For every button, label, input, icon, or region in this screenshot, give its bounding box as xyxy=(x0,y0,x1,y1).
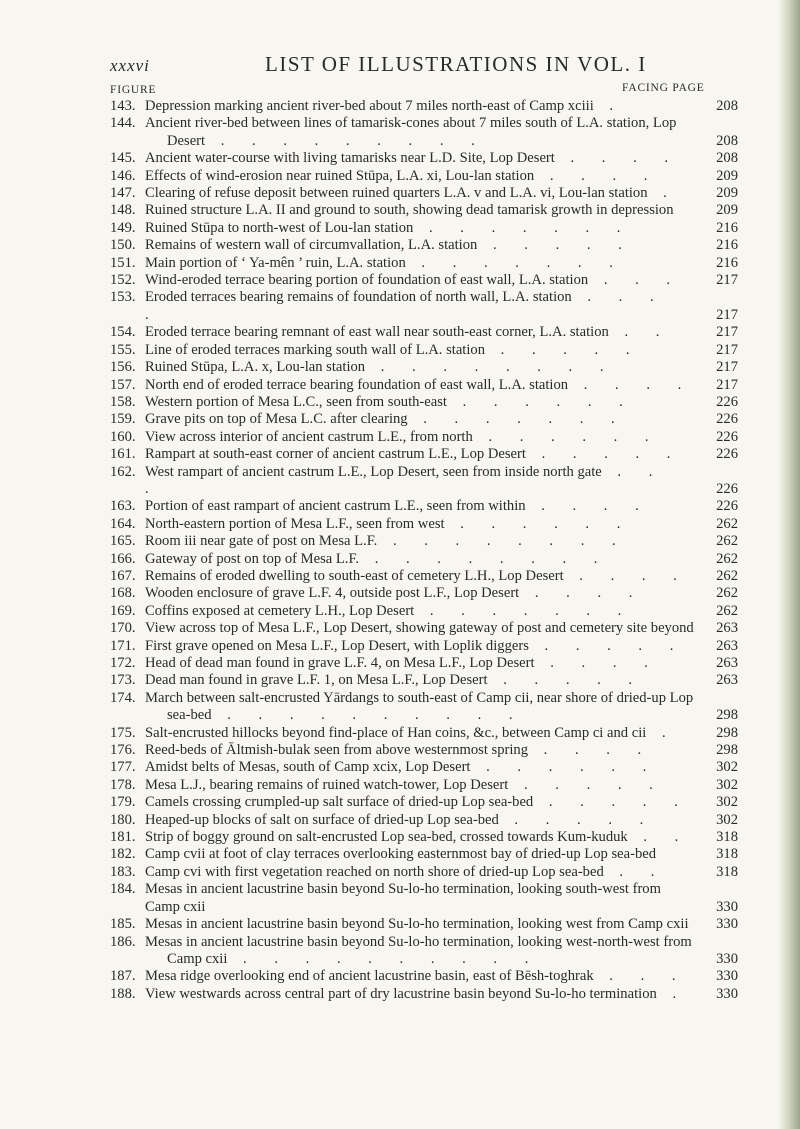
figure-caption: Wooden enclosure of grave L.F. 4, outside post L.F., Lop Desert . . . . xyxy=(145,585,645,602)
facing-page-number: 217 xyxy=(716,376,738,393)
list-entry xyxy=(110,516,738,533)
figure-caption: First grave opened on Mesa L.F., Lop Desert, with Loplik diggers . . . . . xyxy=(145,637,686,654)
leader-dots: . . . . xyxy=(145,289,666,323)
facing-page-number: 262 xyxy=(716,567,738,584)
figure-caption: Portion of east rampart of ancient castrum L.E., seen from within . . . . xyxy=(145,498,651,515)
figure-caption: Ruined structure L.A. II and ground to south, showing dead tamarisk growth in depression xyxy=(145,202,674,219)
figure-number: 147. xyxy=(110,185,136,202)
figure-caption: Head of dead man found in grave L.F. 4, on Mesa L.F., Lop Desert . . . . xyxy=(145,655,660,671)
list-entry xyxy=(110,620,738,637)
figure-number: 158. xyxy=(110,393,136,410)
figure-number: 184. xyxy=(110,881,136,898)
leader-dots: . . . . xyxy=(528,742,654,759)
list-entry xyxy=(110,794,738,811)
caption-continuation: Camp cxii xyxy=(167,950,228,967)
figure-caption: Heaped-up blocks of salt on surface of dried-up Lop sea-bed . . . . . xyxy=(145,811,656,828)
leader-dots: . . . . . xyxy=(498,811,656,828)
figure-number: 156. xyxy=(110,359,136,376)
leader-dots: . . . . xyxy=(563,567,689,584)
facing-page-number: 217 xyxy=(716,324,738,341)
facing-page-number: 208 xyxy=(716,98,738,114)
figure-caption: Eroded terraces bearing remains of foundation of north wall, L.A. station . . . . xyxy=(145,289,666,323)
page-number: xxxvi xyxy=(110,56,150,75)
list-entry xyxy=(110,603,738,620)
figure-number: 174. xyxy=(110,689,136,706)
list-entry xyxy=(110,255,738,272)
figure-caption: Mesa ridge overlooking end of ancient lacustrine basin, east of Bēsh-toghrak . . . xyxy=(145,968,688,985)
figure-caption: Ruined Stūpa to north-west of Lou-lan station . . . . . . . xyxy=(145,219,633,236)
facing-page-number: 298 xyxy=(716,724,738,741)
facing-page-number: 302 xyxy=(716,794,738,811)
facing-page-number: 217 xyxy=(716,272,738,289)
figure-number: 155. xyxy=(110,341,136,358)
leader-dots: . . . xyxy=(588,272,683,289)
facing-page-number: 209 xyxy=(716,202,738,219)
figure-caption: Western portion of Mesa L.C., seen from south-east . . . . . . xyxy=(145,393,635,410)
list-entry xyxy=(110,655,738,672)
leader-dots: . . . . . xyxy=(533,794,690,811)
facing-page-number: 262 xyxy=(716,533,738,550)
figure-number: 149. xyxy=(110,219,136,236)
figure-caption: Mesas in ancient lacustrine basin beyond Su-lo-ho termination, looking west from Camp cxii xyxy=(145,916,689,933)
facing-page-number: 226 xyxy=(716,480,738,497)
facing-page-number: 217 xyxy=(716,341,738,358)
facing-page-number: 226 xyxy=(716,446,738,463)
facing-page-number: 226 xyxy=(716,428,738,445)
facing-page-number: 263 xyxy=(716,637,738,654)
figure-number: 180. xyxy=(110,811,136,828)
facing-page-number: 208 xyxy=(716,150,738,167)
figure-caption: Mesas in ancient lacustrine basin beyond Su-lo-ho termination, looking west-north-west from Camp cxii . . . . . . . . . . xyxy=(145,933,692,967)
list-entry xyxy=(110,464,738,499)
facing-page-number: 330 xyxy=(716,898,738,915)
facing-page-number: 302 xyxy=(716,759,738,776)
figure-number: 183. xyxy=(110,863,136,880)
figure-number: 168. xyxy=(110,585,136,602)
list-entry xyxy=(110,98,738,115)
facing-page-number: 263 xyxy=(716,672,738,689)
figure-caption: Coffins exposed at cemetery L.H., Lop Desert . . . . . . . xyxy=(145,602,634,619)
facing-page-number: 298 xyxy=(716,707,738,724)
figure-number: 153. xyxy=(110,289,136,306)
list-entry xyxy=(110,272,738,289)
list-entry xyxy=(110,377,738,394)
figure-caption: Grave pits on top of Mesa L.C. after clearing . . . . . . . xyxy=(145,411,627,428)
list-entry xyxy=(110,185,738,202)
leader-dots: . . xyxy=(608,324,672,341)
list-entry xyxy=(110,411,738,428)
facing-page-number: 318 xyxy=(716,829,738,846)
leader-dots: . xyxy=(656,985,689,1002)
figure-number: 151. xyxy=(110,254,136,271)
leader-dots: . . . . . . . xyxy=(405,254,625,271)
figure-caption: View across interior of ancient castrum L.E., from north . . . . . . xyxy=(145,428,661,445)
facing-page-column-header: FACING PAGE xyxy=(622,82,705,94)
leader-dots: . . . . xyxy=(534,167,660,184)
figure-caption: Ancient river-bed between lines of tamarisk-cones about 7 miles south of L.A. station, Lop Desert . . . . . . . . . xyxy=(145,115,677,149)
figure-number: 172. xyxy=(110,655,136,671)
leader-dots: . . . . . . xyxy=(446,393,635,410)
leader-dots: . . . . . . . . xyxy=(365,359,616,376)
leader-dots: . . . . xyxy=(554,150,681,167)
facing-page-number: 226 xyxy=(716,498,738,515)
leader-dots: . . . . . . . . . . xyxy=(211,707,525,724)
figure-caption: Eroded terrace bearing remnant of east wall near south-east corner, L.A. station . . xyxy=(145,324,672,341)
figure-number: 150. xyxy=(110,237,136,254)
list-entry xyxy=(110,150,738,167)
facing-page-number: 318 xyxy=(716,846,738,863)
list-entry xyxy=(110,202,738,219)
leader-dots: . . . . . . xyxy=(472,428,661,445)
figure-number: 148. xyxy=(110,202,136,219)
figure-caption: North-eastern portion of Mesa L.F., seen from west . . . . . . xyxy=(145,515,633,532)
facing-page-number: 302 xyxy=(716,811,738,828)
figure-number: 175. xyxy=(110,724,136,741)
caption-continuation: sea-bed xyxy=(167,707,212,724)
figure-number: 186. xyxy=(110,933,136,950)
leader-dots: . . . . xyxy=(525,498,651,515)
figure-caption: Camels crossing crumpled-up salt surface of dried-up Lop sea-bed . . . . . xyxy=(145,794,690,811)
leader-dots: . . . . . xyxy=(508,776,665,793)
facing-page-number: 208 xyxy=(716,132,738,149)
list-entry xyxy=(110,864,738,881)
figure-caption: Salt-encrusted hillocks beyond find-place of Han coins, &c., between Camp ci and cii . xyxy=(145,724,678,741)
page-title: LIST OF ILLUSTRATIONS IN VOL. I xyxy=(265,52,647,76)
leader-dots: . . . . . xyxy=(525,446,683,463)
figure-number: 181. xyxy=(110,829,136,846)
facing-page-number: 226 xyxy=(716,411,738,428)
figure-caption: Ancient water-course with living tamarisks near L.D. Site, Lop Desert . . . . xyxy=(145,150,681,167)
list-entry xyxy=(110,289,738,324)
figure-number: 170. xyxy=(110,620,136,637)
facing-page-number: 216 xyxy=(716,237,738,254)
figure-caption: Dead man found in grave L.F. 1, on Mesa L.F., Lop Desert . . . . . xyxy=(145,672,645,689)
facing-page-number: 209 xyxy=(716,185,738,202)
leader-dots: . . . xyxy=(145,463,665,497)
leader-dots: . . xyxy=(603,863,667,880)
figure-number: 145. xyxy=(110,150,136,167)
facing-page-number: 330 xyxy=(716,968,738,985)
list-entry xyxy=(110,115,738,150)
facing-page-number: 302 xyxy=(716,776,738,793)
facing-page-number: 216 xyxy=(716,219,738,236)
figure-caption: Rampart at south-east corner of ancient castrum L.E., Lop Desert . . . . . xyxy=(145,446,683,463)
figure-caption: West rampart of ancient castrum L.E., Lop Desert, seen from inside north gate . . . xyxy=(145,463,665,497)
list-entry xyxy=(110,916,738,933)
list-entry xyxy=(110,446,738,463)
leader-dots: . . . . . . xyxy=(470,759,659,776)
list-entry xyxy=(110,168,738,185)
leader-dots: . . . . . xyxy=(477,237,634,254)
leader-dots: . . . . . xyxy=(485,341,642,358)
leader-dots: . . . . xyxy=(519,585,645,602)
running-header xyxy=(0,52,800,82)
leader-dots: . . . . . . . xyxy=(414,602,634,619)
list-entry xyxy=(110,725,738,742)
figure-caption: Mesas in ancient lacustrine basin beyond Su-lo-ho termination, looking south-west from Camp cxii xyxy=(145,881,661,915)
facing-page-number: 262 xyxy=(716,602,738,619)
figure-caption: Camp cvii at foot of clay terraces overlooking easternmost bay of dried-up Lop sea-bed xyxy=(145,846,657,863)
facing-page-number: 226 xyxy=(716,393,738,410)
figure-caption: Depression marking ancient river-bed about 7 miles north-east of Camp xciii . xyxy=(145,98,626,114)
facing-page-number: 330 xyxy=(716,916,738,933)
leader-dots: . . . . xyxy=(568,376,694,393)
figure-caption: Clearing of refuse deposit between ruined quarters L.A. v and L.A. vi, Lou-lan station . xyxy=(145,185,679,202)
figure-number: 161. xyxy=(110,446,136,463)
figure-number: 178. xyxy=(110,776,136,793)
list-entry xyxy=(110,742,738,759)
figure-number: 171. xyxy=(110,637,136,654)
figure-caption: Main portion of ‘ Ya-mên ’ ruin, L.A. station . . . . . . . xyxy=(145,254,625,271)
list-entry xyxy=(110,429,738,446)
facing-page-number: 217 xyxy=(716,359,738,376)
list-entry xyxy=(110,324,738,341)
page-edge xyxy=(778,0,800,1129)
figure-caption: Amidst belts of Mesas, south of Camp xcix, Lop Desert . . . . . . xyxy=(145,759,659,776)
illustration-list xyxy=(110,98,738,1003)
figure-number: 176. xyxy=(110,742,136,759)
figure-number: 152. xyxy=(110,272,136,289)
facing-page-number: 262 xyxy=(716,550,738,567)
figure-number: 187. xyxy=(110,968,136,985)
leader-dots: . . . . . . . . . . xyxy=(227,950,541,967)
facing-page-number: 318 xyxy=(716,863,738,880)
leader-dots: . xyxy=(647,185,679,202)
figure-caption: Effects of wind-erosion near ruined Stūpa, L.A. xi, Lou-lan station . . . . xyxy=(145,167,660,184)
leader-dots: . . . . . . . xyxy=(407,411,627,428)
list-entry xyxy=(110,846,738,863)
facing-page-number: 262 xyxy=(716,585,738,602)
leader-dots: . . . . . . xyxy=(444,515,633,532)
figure-caption: View across top of Mesa L.F., Lop Desert, showing gateway of post and cemetery site beyond xyxy=(145,620,694,637)
facing-page-number: 298 xyxy=(716,742,738,759)
figure-caption: View westwards across central part of dry lacustrine basin beyond Su-lo-ho termination . xyxy=(145,985,689,1002)
list-entry xyxy=(110,777,738,794)
facing-page-number: 262 xyxy=(716,515,738,532)
list-entry xyxy=(110,672,738,689)
leader-dots: . . . . . . . . . xyxy=(205,132,487,149)
list-entry xyxy=(110,551,738,568)
figure-number: 179. xyxy=(110,794,136,811)
figure-number: 173. xyxy=(110,672,136,689)
facing-page-number: 217 xyxy=(716,306,738,323)
leader-dots: . . . xyxy=(593,968,688,985)
figure-caption: Room iii near gate of post on Mesa L.F. . . . . . . . . xyxy=(145,533,628,550)
list-entry xyxy=(110,568,738,585)
figure-number: 167. xyxy=(110,567,136,584)
facing-page-number: 209 xyxy=(716,167,738,184)
leader-dots: . . . . . xyxy=(487,672,645,689)
figure-number: 160. xyxy=(110,428,136,445)
list-entry xyxy=(110,829,738,846)
figure-number: 182. xyxy=(110,846,136,863)
figure-number: 185. xyxy=(110,916,136,933)
figure-caption: Strip of boggy ground on salt-encrusted Lop sea-bed, crossed towards Kum-kuduk . . xyxy=(145,829,691,846)
list-entry xyxy=(110,986,738,1003)
facing-page-number: 263 xyxy=(716,655,738,671)
figure-number: 154. xyxy=(110,324,136,341)
leader-dots: . xyxy=(646,724,678,741)
figure-number: 143. xyxy=(110,98,136,114)
figure-number: 164. xyxy=(110,515,136,532)
figure-number: 188. xyxy=(110,985,136,1002)
list-entry xyxy=(110,237,738,254)
figure-caption: Wind-eroded terrace bearing portion of foundation of east wall, L.A. station . . . xyxy=(145,272,683,289)
leader-dots: . . xyxy=(627,829,691,846)
facing-page-number: 263 xyxy=(716,620,738,637)
figure-number: 177. xyxy=(110,759,136,776)
figure-caption: Remains of western wall of circumvallation, L.A. station . . . . . xyxy=(145,237,634,254)
figure-caption: Camp cvi with first vegetation reached on north shore of dried-up Lop sea-bed . . xyxy=(145,863,667,880)
leader-dots: . . . . . . . . xyxy=(377,533,628,550)
list-entry xyxy=(110,394,738,411)
list-entry xyxy=(110,359,738,376)
leader-dots: . xyxy=(593,98,626,114)
figure-number: 162. xyxy=(110,463,136,480)
list-entry xyxy=(110,812,738,829)
list-entry xyxy=(110,342,738,359)
figure-caption: March between salt-encrusted Yārdangs to south-east of Camp cii, near shore of dried-up Lop sea-bed . . . . . . . . . . xyxy=(145,689,694,724)
figure-caption: Ruined Stūpa, L.A. x, Lou-lan station . . . . . . . . xyxy=(145,359,616,376)
list-entry xyxy=(110,881,738,916)
list-entry xyxy=(110,690,738,725)
list-entry xyxy=(110,220,738,237)
list-entry xyxy=(110,585,738,602)
caption-continuation: Desert xyxy=(167,132,206,149)
facing-page-number: 330 xyxy=(716,985,738,1002)
figure-caption: Gateway of post on top of Mesa L.F. . . . . . . . . xyxy=(145,550,610,567)
figure-caption: Mesa L.J., bearing remains of ruined watch-tower, Lop Desert . . . . . xyxy=(145,776,665,793)
facing-page-number: 330 xyxy=(716,950,738,967)
figure-number: 144. xyxy=(110,115,136,132)
figure-number: 163. xyxy=(110,498,136,515)
list-entry xyxy=(110,498,738,515)
leader-dots: . . . . . xyxy=(528,637,686,654)
leader-dots: . . . . xyxy=(534,655,660,671)
leader-dots: . . . . . . . xyxy=(413,219,633,236)
figure-column-header: FIGURE xyxy=(110,84,157,96)
list-entry xyxy=(110,638,738,655)
figure-caption: Remains of eroded dwelling to south-east of cemetery L.H., Lop Desert . . . . xyxy=(145,567,689,584)
leader-dots: . . . . . . . . xyxy=(359,550,610,567)
list-entry xyxy=(110,759,738,776)
figure-number: 157. xyxy=(110,376,136,393)
figure-number: 165. xyxy=(110,533,136,550)
figure-number: 169. xyxy=(110,602,136,619)
list-entry xyxy=(110,533,738,550)
figure-caption: North end of eroded terrace bearing foundation of east wall, L.A. station . . . . xyxy=(145,376,694,393)
figure-number: 166. xyxy=(110,550,136,567)
figure-caption: Reed-beds of Āltmish-bulak seen from above westernmost spring . . . . xyxy=(145,742,654,759)
list-entry xyxy=(110,934,738,969)
list-entry xyxy=(110,968,738,985)
figure-number: 146. xyxy=(110,167,136,184)
facing-page-number: 216 xyxy=(716,254,738,271)
figure-caption: Line of eroded terraces marking south wall of L.A. station . . . . . xyxy=(145,341,642,358)
figure-number: 159. xyxy=(110,411,136,428)
